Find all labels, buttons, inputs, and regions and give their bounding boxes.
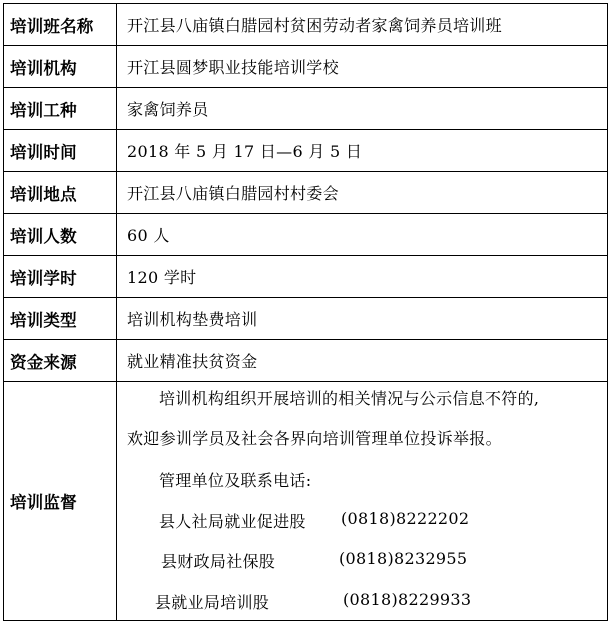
row-label-class-name: 培训班名称 [4,4,117,46]
contact-name: 县就业局培训股 [155,593,270,612]
row-label-funding: 资金来源 [4,340,117,382]
supervision-cell [117,382,608,621]
contact-row [159,509,599,532]
contact-phone: (0818)8232955 [339,549,468,568]
row-value-location: 开江县八庙镇白腊园村村委会 [117,172,608,214]
row-value-time: 2018 年 5 月 17 日—6 月 5 日 [117,130,608,172]
row-label-location: 培训地点 [4,172,117,214]
table-row [4,130,608,172]
supervision-paragraph-line1: 培训机构组织开展培训的相关情况与公示信息不符的, [159,389,540,408]
row-value-hours: 120 学时 [117,256,608,298]
table-row [4,298,608,340]
table-row [4,4,608,46]
contact-row [161,549,601,572]
contact-phone: (0818)8222202 [341,509,470,528]
table-row [4,382,608,621]
table-row [4,46,608,88]
row-value-job-type: 家禽饲养员 [117,88,608,130]
row-label-training-type: 培训类型 [4,298,117,340]
row-label-job-type: 培训工种 [4,88,117,130]
table-row [4,172,608,214]
contact-name: 县财政局社保股 [161,552,276,571]
table-row [4,256,608,298]
training-info-table [3,3,608,621]
row-label-headcount: 培训人数 [4,214,117,256]
row-value-funding: 就业精准扶贫资金 [117,340,608,382]
supervision-paragraph-line2: 欢迎参训学员及社会各界向培训管理单位投诉举报。 [127,429,502,448]
table-row [4,88,608,130]
row-value-class-name: 开江县八庙镇白腊园村贫困劳动者家禽饲养员培训班 [117,4,608,46]
row-label-time: 培训时间 [4,130,117,172]
row-value-training-type: 培训机构垫费培训 [117,298,608,340]
contacts-heading: 管理单位及联系电话: [159,471,312,490]
row-value-headcount: 60 人 [117,214,608,256]
row-label-supervision: 培训监督 [4,382,117,621]
row-label-institution: 培训机构 [4,46,117,88]
contact-name: 县人社局就业促进股 [159,512,306,531]
contact-phone: (0818)8229933 [343,590,472,609]
supervision-content [117,382,607,620]
table-row [4,340,608,382]
contact-row [155,590,595,613]
row-value-institution: 开江县圆梦职业技能培训学校 [117,46,608,88]
table-row [4,214,608,256]
row-label-hours: 培训学时 [4,256,117,298]
